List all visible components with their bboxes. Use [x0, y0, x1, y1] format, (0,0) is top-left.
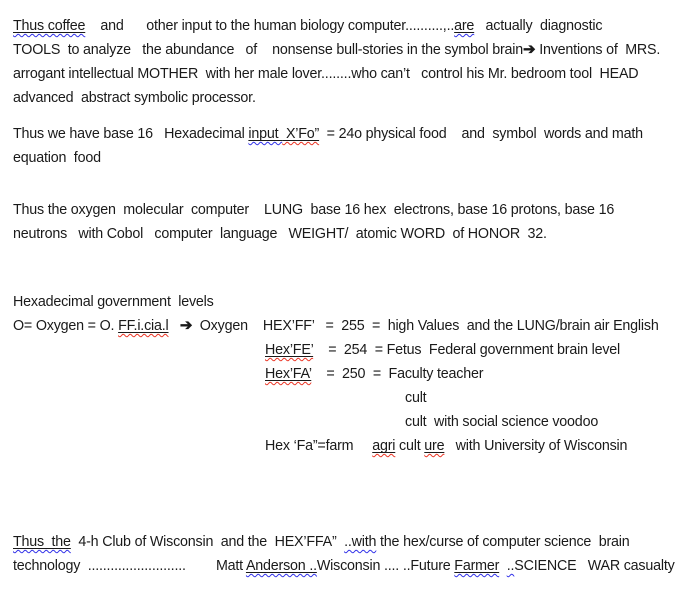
text-line [265, 338, 681, 362]
text-run: cult [395, 438, 425, 454]
underlined-run [248, 126, 319, 142]
text-run: equation food [13, 150, 101, 166]
text-line [13, 290, 681, 314]
text-run: arrogant intellectual MOTHER with her male lover........who can’t control his Mr. bedroom tool HEAD [13, 66, 639, 82]
right-arrow-icon: ➔ [179, 317, 193, 334]
paragraph [13, 198, 681, 246]
underlined-run [265, 342, 313, 358]
text-run: = 254 = Fetus Federal government brain level [313, 342, 621, 358]
squiggle-run: ure [424, 438, 445, 454]
text-line [13, 198, 681, 222]
text-line [13, 530, 681, 554]
text-run: Oxygen HEX’FF’ = 255 = high Values and the LUNG/brain air English [192, 318, 659, 334]
squiggle-run: .. [506, 558, 515, 574]
text-run: Hex ‘Fa”=farm [265, 438, 373, 454]
squiggle-run: are [454, 18, 475, 34]
text-line [265, 362, 681, 386]
squiggle-run: FF.i.cia.l [118, 318, 169, 334]
text-run: cult [405, 390, 427, 406]
underlined-run [454, 18, 474, 34]
underlined-run [13, 534, 71, 550]
underlined-run [246, 558, 317, 574]
text-run: Hexadecimal government levels [13, 294, 214, 310]
text-run: Inventions of MRS. [535, 42, 661, 58]
text-run: technology .......................... Matt [13, 558, 246, 574]
underlined-run [265, 366, 311, 382]
paragraph [13, 290, 681, 458]
text-run: advanced abstract symbolic processor. [13, 90, 256, 106]
text-run: and other input to the human biology computer..........,.. [85, 18, 455, 34]
text-line [13, 122, 681, 146]
text-line [265, 434, 681, 458]
text-run: 4-h Club of Wisconsin and the HEX’FFA” [70, 534, 345, 550]
squiggle-run: X’Fo” [282, 126, 320, 142]
right-arrow-icon: ➔ [523, 41, 536, 58]
text-run: cult with social science voodoo [405, 414, 599, 430]
text-line [405, 410, 681, 434]
text-run [499, 558, 507, 574]
text-run: = 250 = Faculty teacher [311, 366, 484, 382]
text-run: SCIENCE WAR casualty [514, 558, 675, 574]
paragraph [13, 14, 681, 110]
text-run: with University of Wisconsin [444, 438, 628, 454]
squiggle-run: Farmer [454, 558, 500, 574]
text-line [13, 222, 681, 246]
text-run: actually diagnostic [474, 18, 603, 34]
text-line [13, 38, 681, 62]
underlined-run [118, 318, 168, 334]
paragraph [13, 530, 681, 578]
text-run [169, 318, 180, 334]
text-line [13, 554, 681, 578]
text-line [13, 14, 681, 38]
text-line [13, 86, 681, 110]
text-line [13, 146, 681, 170]
text-run: O= Oxygen = O. [13, 318, 119, 334]
squiggle-run: Thus coffee [13, 18, 86, 34]
squiggle-run: ..with [344, 534, 377, 550]
text-run: Thus the oxygen molecular computer LUNG base 16 hex electrons, base 16 protons, base 16 [13, 202, 615, 218]
squiggle-run: Hex’FE’ [265, 342, 314, 358]
text-line [13, 62, 681, 86]
squiggle-run: Thus the [13, 534, 71, 550]
text-line [405, 386, 681, 410]
underlined-run [454, 558, 499, 574]
text-run: the hex/curse of computer science brain [376, 534, 630, 550]
text-run: = 24o physical food and symbol words and math [319, 126, 643, 142]
text-run: neutrons with Cobol computer language WEIGHT/ atomic WORD of HONOR 32. [13, 226, 547, 242]
text-run: Thus we have base 16 Hexadecimal [13, 126, 249, 142]
underlined-run [13, 18, 85, 34]
paragraph [13, 122, 681, 170]
underlined-run [424, 438, 444, 454]
squiggle-run: agri [372, 438, 396, 454]
text-run: Wisconsin .... ..Future [316, 558, 455, 574]
text-line [13, 314, 681, 338]
text-run: TOOLS to analyze the abundance of nonsense bull-stories in the symbol brain [13, 42, 524, 58]
squiggle-run: Hex’FA’ [265, 366, 312, 382]
squiggle-run: Anderson .. [245, 558, 317, 574]
underlined-run [372, 438, 395, 454]
squiggle-run: input [248, 126, 283, 142]
